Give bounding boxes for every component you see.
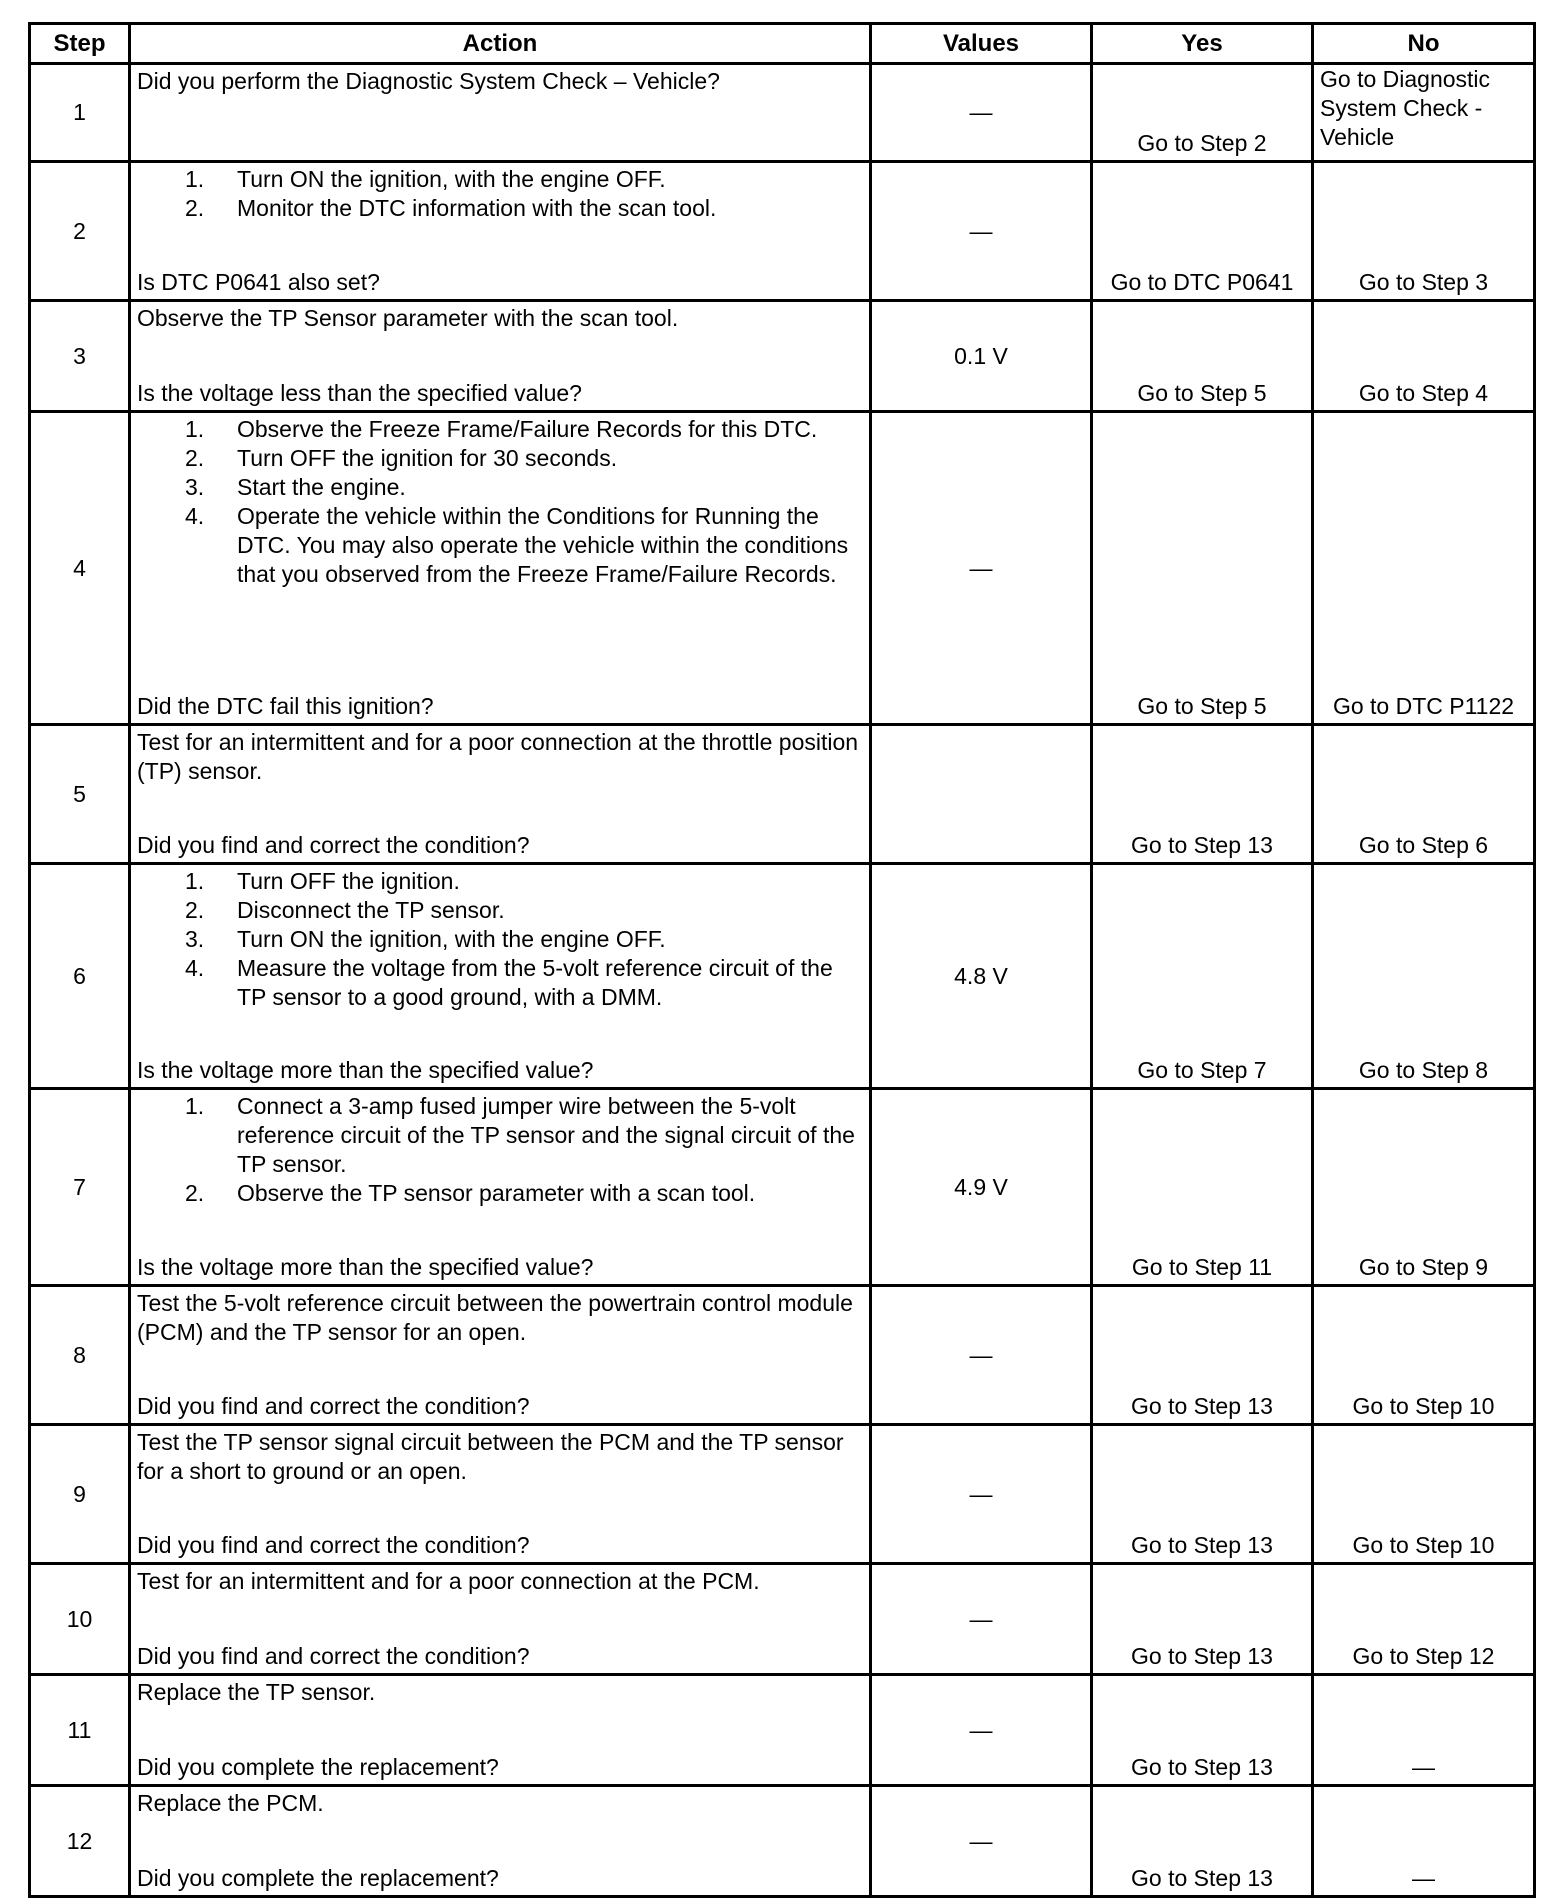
list-item: 3. Start the engine. [185,474,406,500]
table-row [30,301,1535,412]
list-item: 2. Monitor the DTC information with the scan tool. [185,195,717,221]
step-number: 7 [30,1089,130,1286]
action-text: Replace the TP sensor. [137,1679,376,1705]
value-cell: — [871,162,1092,301]
table-row [30,1286,1535,1425]
action-question: Did you find and correct the condition? [137,1532,530,1558]
yes-cell: Go to Step 13 [1092,1786,1313,1897]
value-cell: 0.1 V [871,301,1092,412]
yes-cell: Go to Step 5 [1092,301,1313,412]
no-cell: Go to Step 6 [1313,725,1535,864]
step-number: 8 [30,1286,130,1425]
action-cell [130,1564,871,1675]
table-row [30,1675,1535,1786]
yes-cell: Go to Step 13 [1092,1564,1313,1675]
table-row [30,64,1535,162]
table-row [30,1786,1535,1897]
list-item: 1. Connect a 3-amp fused jumper wire between the 5-volt reference circuit of the TP sensor and the signal circuit of the TP sensor. [185,1093,855,1177]
header-yes: Yes [1092,24,1313,64]
action-question: Is the voltage less than the specified value? [137,380,582,406]
yes-cell: Go to Step 13 [1092,1286,1313,1425]
no-cell: Go to Step 3 [1313,162,1535,301]
step-number: 1 [30,64,130,162]
table-row [30,412,1535,725]
action-text: Test for an intermittent and for a poor connection at the PCM. [137,1568,760,1594]
action-list [137,867,863,1012]
action-list [137,415,863,589]
yes-cell: Go to Step 13 [1092,1425,1313,1564]
yes-cell: Go to Step 5 [1092,412,1313,725]
value-cell: — [871,1425,1092,1564]
header-values: Values [871,24,1092,64]
value-cell: — [871,412,1092,725]
action-cell [130,64,871,162]
no-cell: Go to Step 12 [1313,1564,1535,1675]
action-cell [130,1786,871,1897]
list-item: 2. Observe the TP sensor parameter with a scan tool. [185,1180,756,1206]
action-cell [130,864,871,1089]
value-cell: — [871,64,1092,162]
action-question: Did you complete the replacement? [137,1865,499,1891]
value-cell: — [871,1564,1092,1675]
step-number: 12 [30,1786,130,1897]
action-question: Is the voltage more than the specified value? [137,1057,594,1083]
yes-cell: Go to Step 2 [1092,64,1313,162]
list-item: 1. Observe the Freeze Frame/Failure Records for this DTC. [185,416,818,442]
step-number: 10 [30,1564,130,1675]
value-cell [871,725,1092,864]
value-cell: 4.9 V [871,1089,1092,1286]
no-cell: Go to Step 10 [1313,1425,1535,1564]
step-number: 11 [30,1675,130,1786]
header-no: No [1313,24,1535,64]
action-question: Did the DTC fail this ignition? [137,693,434,719]
step-number: 9 [30,1425,130,1564]
action-text: Observe the TP Sensor parameter with the scan tool. [137,305,679,331]
list-item: 1. Turn OFF the ignition. [185,868,460,894]
action-text: Replace the PCM. [137,1790,324,1816]
header-action: Action [130,24,871,64]
yes-cell: Go to Step 13 [1092,725,1313,864]
action-list [137,1092,863,1208]
action-cell [130,162,871,301]
no-cell: — [1313,1786,1535,1897]
step-number: 4 [30,412,130,725]
action-cell [130,1286,871,1425]
no-cell: — [1313,1675,1535,1786]
action-question: Did you complete the replacement? [137,1754,499,1780]
list-item: 3. Turn ON the ignition, with the engine OFF. [185,926,666,952]
value-cell: — [871,1786,1092,1897]
table-row [30,162,1535,301]
action-text: Test the TP sensor signal circuit between the PCM and the TP sensor for a short to ground or an open. [137,1429,844,1484]
action-text: Test for an intermittent and for a poor connection at the throttle position (TP) sensor. [137,729,859,784]
list-item: 1. Turn ON the ignition, with the engine OFF. [185,166,666,192]
action-question: Did you find and correct the condition? [137,1643,530,1669]
table-row [30,725,1535,864]
yes-cell: Go to Step 7 [1092,864,1313,1089]
action-text: Did you perform the Diagnostic System Check – Vehicle? [137,68,720,94]
step-number: 2 [30,162,130,301]
table-row [30,864,1535,1089]
no-cell: Go to DTC P1122 [1313,412,1535,725]
yes-cell: Go to Step 13 [1092,1675,1313,1786]
step-number: 6 [30,864,130,1089]
no-cell: Go to Step 8 [1313,864,1535,1089]
no-cell: Go to Step 9 [1313,1089,1535,1286]
no-cell: Go to Step 4 [1313,301,1535,412]
table-row [30,1564,1535,1675]
value-cell: — [871,1286,1092,1425]
action-list [137,165,863,223]
action-cell [130,1675,871,1786]
value-cell: — [871,1675,1092,1786]
diagnostic-table [28,22,1536,1898]
action-cell [130,412,871,725]
action-question: Is DTC P0641 also set? [137,269,380,295]
action-cell [130,725,871,864]
list-item: 4. Measure the voltage from the 5-volt reference circuit of the TP sensor to a good ground, with a DMM. [185,955,833,1010]
step-number: 5 [30,725,130,864]
list-item: 2. Turn OFF the ignition for 30 seconds. [185,445,618,471]
yes-cell: Go to Step 11 [1092,1089,1313,1286]
header-step: Step [30,24,130,64]
table-row [30,1425,1535,1564]
action-question: Did you find and correct the condition? [137,832,530,858]
list-item: 4. Operate the vehicle within the Conditions for Running the DTC. You may also operate the vehicle within the conditions that you observed from the Freeze Frame/Failure Records. [185,503,849,587]
table-row [30,1089,1535,1286]
action-cell [130,301,871,412]
action-text: Test the 5-volt reference circuit between the powertrain control module (PCM) and the TP sensor for an open. [137,1290,853,1345]
action-cell [130,1425,871,1564]
action-question: Is the voltage more than the specified value? [137,1254,594,1280]
yes-cell: Go to DTC P0641 [1092,162,1313,301]
no-cell: Go to Step 10 [1313,1286,1535,1425]
action-question: Did you find and correct the condition? [137,1393,530,1419]
value-cell: 4.8 V [871,864,1092,1089]
no-cell: Go to Diagnostic System Check - Vehicle [1313,64,1535,162]
list-item: 2. Disconnect the TP sensor. [185,897,505,923]
table-header-row [30,24,1535,64]
step-number: 3 [30,301,130,412]
action-cell [130,1089,871,1286]
